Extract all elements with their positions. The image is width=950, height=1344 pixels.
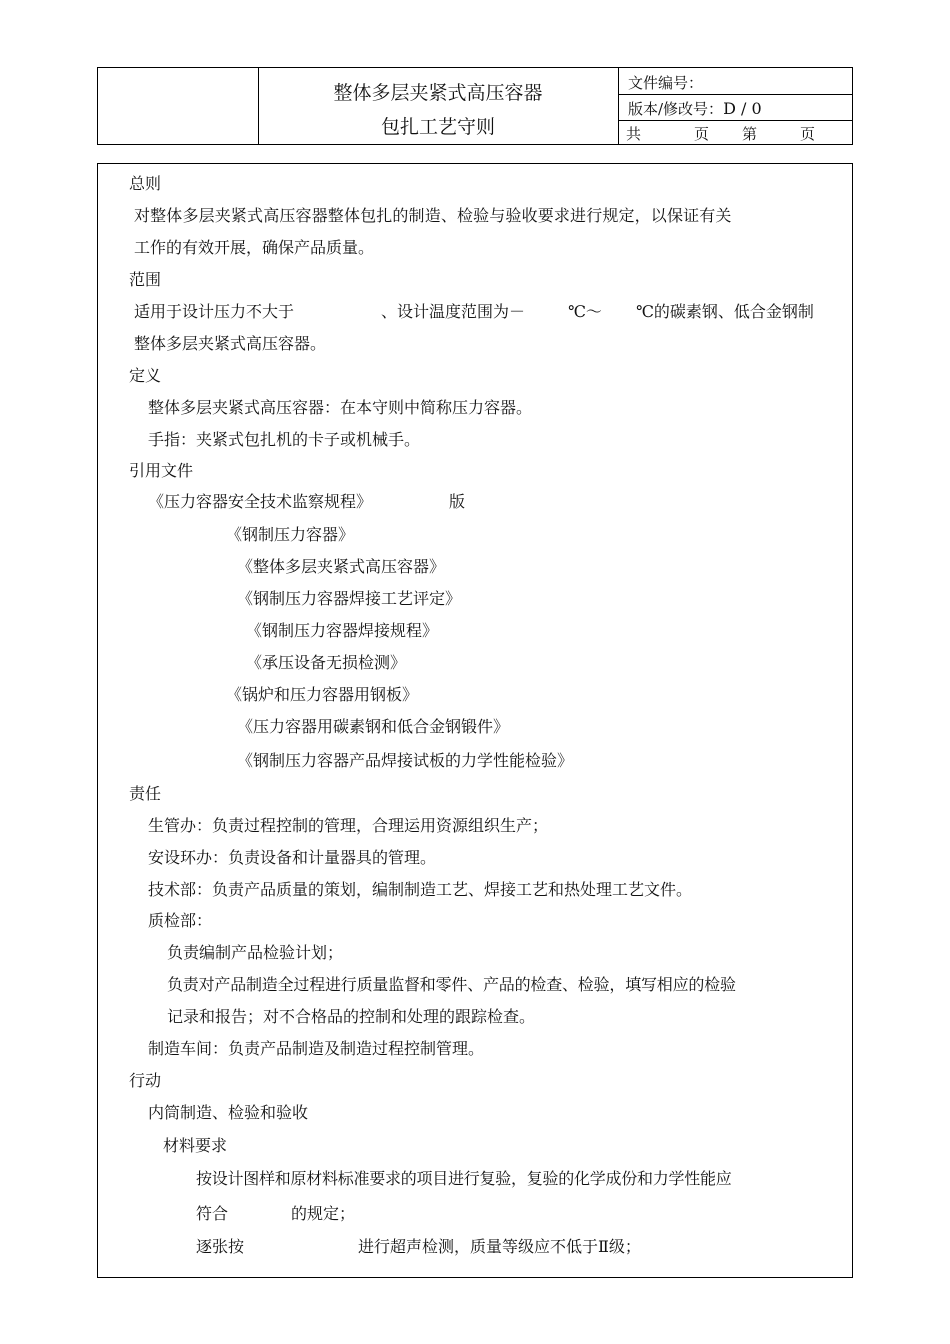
header-divider [618, 120, 852, 121]
paragraph-line: 技术部：负责产品质量的策划，编制制造工艺、焊接工艺和热处理工艺文件。 [148, 880, 693, 899]
paragraph-line: 负责编制产品检验计划； [167, 943, 344, 962]
reference-item: 《整体多层夹紧式高压容器》 [237, 557, 446, 576]
paragraph-line: 安设环办：负责设备和计量器具的管理。 [148, 848, 437, 867]
header-divider [618, 94, 852, 95]
header-divider [618, 68, 619, 144]
paragraph-line: 符合 [196, 1204, 229, 1223]
paragraph-line: 按设计图样和原材料标准要求的项目进行复验，复验的化学成份和力学性能应 [196, 1169, 732, 1188]
section-heading: 责任 [129, 784, 162, 803]
reference-item: 《钢制压力容器焊接规程》 [246, 621, 439, 640]
section-heading: 总则 [129, 174, 162, 193]
paragraph-line: 制造车间：负责产品制造及制造过程控制管理。 [148, 1039, 485, 1058]
reference-item: 版 [449, 492, 466, 511]
reference-item: 《钢制压力容器焊接工艺评定》 [237, 589, 462, 608]
section-heading: 定义 [129, 366, 162, 385]
reference-item: 《承压设备无损检测》 [246, 653, 407, 672]
paragraph-line: 逐张按 [196, 1237, 245, 1256]
section-heading: 引用文件 [129, 461, 194, 480]
paragraph-line: ℃的碳素钢、低合金钢制 [636, 302, 814, 321]
page-total-label: 共 [626, 125, 642, 143]
paragraph-line: 的规定； [291, 1204, 356, 1223]
subsection-heading: 材料要求 [163, 1136, 228, 1155]
document-title: 整体多层夹紧式高压容器 [333, 82, 543, 104]
document-subtitle: 包扎工艺守则 [380, 116, 495, 138]
page-current-unit: 页 [800, 125, 816, 143]
paragraph-line: 手指：夹紧式包扎机的卡子或机械手。 [148, 430, 421, 449]
paragraph-line: 工作的有效开展，确保产品质量。 [134, 238, 375, 257]
page-total-unit: 页 [694, 125, 710, 143]
reference-item: 《压力容器安全技术监察规程》 [148, 492, 373, 511]
document-header-table [97, 67, 853, 145]
version-value: D / 0 [723, 99, 762, 118]
reference-item: 《压力容器用碳素钢和低合金钢锻件》 [237, 717, 510, 736]
paragraph-line: ℃～ [568, 302, 602, 321]
version-field [628, 98, 762, 119]
paragraph-line: 进行超声检测，质量等级应不低于Ⅱ级； [358, 1237, 641, 1256]
paragraph-line: 整体多层夹紧式高压容器。 [134, 334, 327, 353]
reference-item: 《钢制压力容器》 [226, 525, 355, 544]
reference-item: 《锅炉和压力容器用钢板》 [226, 685, 419, 704]
paragraph-line: 质检部： [148, 911, 213, 930]
paragraph-line: 生管办：负责过程控制的管理，合理运用资源组织生产； [148, 816, 549, 835]
subsection-heading: 内筒制造、检验和验收 [148, 1103, 309, 1122]
section-heading: 行动 [129, 1071, 162, 1090]
paragraph-line: 适用于设计压力不大于 [134, 302, 295, 321]
page-current-label: 第 [742, 125, 758, 143]
reference-item: 《钢制压力容器产品焊接试板的力学性能检验》 [237, 751, 574, 770]
paragraph-line: 、设计温度范围为－ [381, 302, 526, 321]
paragraph-line: 记录和报告；对不合格品的控制和处理的跟踪检查。 [167, 1007, 536, 1026]
paragraph-line: 负责对产品制造全过程进行质量监督和零件、产品的检查、检验，填写相应的检验 [167, 975, 736, 994]
paragraph-line: 整体多层夹紧式高压容器：在本守则中简称压力容器。 [148, 398, 533, 417]
version-label: 版本/修改号： [628, 100, 724, 118]
section-heading: 范围 [129, 270, 162, 289]
document-body [97, 163, 853, 1278]
paragraph-line: 对整体多层夹紧式高压容器整体包扎的制造、检验与验收要求进行规定，以保证有关 [134, 206, 732, 225]
document-number-label: 文件编号： [628, 74, 704, 92]
